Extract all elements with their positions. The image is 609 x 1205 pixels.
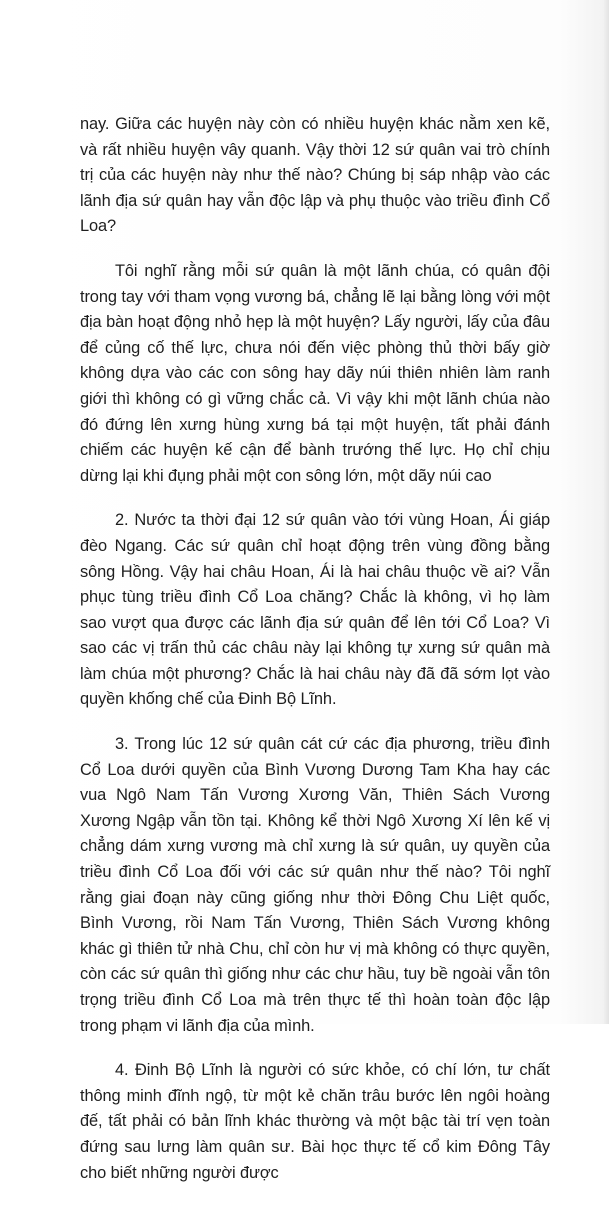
paragraph-point-4: 4. Đinh Bộ Lĩnh là người có sức khỏe, có chí lớn, tư chất thông minh đĩnh ngộ, từ một kẻ chăn trâu bước lên ngôi hoàng đế, tất phải có bản lĩnh khác thường và một bậc tài trí vẹn toàn đứng sau lưng làm quân sư. Bài học thực tế cổ kim Đông Tây cho biết những người được	[80, 1061, 550, 1182]
page-body	[80, 112, 550, 1205]
paragraph-point-3: 3. Trong lúc 12 sứ quân cát cứ các địa phương, triều đình Cổ Loa dưới quyền của Bình Vương Dương Tam Kha hay các vua Ngô Nam Tấn Vương Xương Văn, Thiên Sách Vương Xương Ngập vẫn tồn tại. Không kể thời Ngô Xương Xí lên kế vị chẳng dám xưng vương mà chỉ xưng là sứ quân, uy quyền của triều đình Cổ Loa đối với các sứ quân như thế nào? Tôi nghĩ rằng giai đoạn này cũng giống như thời Đông Chu Liệt quốc, Bình Vương, rồi Nam Tấn Vương, Thiên Sách Vương không khác gì thiên tử nhà Chu, chỉ còn hư vị mà không có thực quyền, còn các sứ quân thì giống như các chư hầu, tuy bề ngoài vẫn tôn trọng triều đình Cổ Loa mà trên thực tế thì hoàn toàn độc lập trong phạm vi lãnh địa của mình.	[80, 735, 550, 1035]
paragraph-intro: nay. Giữa các huyện này còn có nhiều huyện khác nằm xen kẽ, và rất nhiều huyện vây quanh. Vậy thời 12 sứ quân vai trò chính trị của các huyện này như thế nào? Chúng bị sáp nhập vào các lãnh địa sứ quân hay vẫn độc lập và phụ thuộc vào triều đình Cổ Loa?	[80, 115, 550, 236]
paragraph-point-2: 2. Nước ta thời đại 12 sứ quân vào tới vùng Hoan, Ái giáp đèo Ngang. Các sứ quân chỉ hoạt động trên vùng đồng bằng sông Hồng. Vậy hai châu Hoan, Ái là hai châu thuộc về ai? Vẫn phục tùng triều đình Cổ Loa chăng? Chắc là không, vì họ làm sao vượt qua được các lãnh địa sứ quân để lên tới Cổ Loa? Vì sao các vị trấn thủ các châu này lại không tự xưng sứ quân mà làm chúa một phương? Chắc là hai châu này đã đã sớm lọt vào quyền khống chế của Đinh Bộ Lĩnh.	[80, 511, 550, 709]
page-edge-shadow	[603, 0, 609, 1024]
paragraph-opinion: Tôi nghĩ rằng mỗi sứ quân là một lãnh chúa, có quân đội trong tay với tham vọng vương bá, chẳng lẽ lại bằng lòng với một địa bàn hoạt động nhỏ hẹp là một huyện? Lấy người, lấy của đâu để củng cố thế lực, chưa nói đến việc phòng thủ thời bấy giờ không dựa vào các con sông hay dãy núi thiên nhiên làm ranh giới thì không có gì vững chắc cả. Vì vậy khi một lãnh chúa nào đó đứng lên xưng hùng xưng bá tại một huyện, tất phải đánh chiếm các huyện kế cận để bành trướng thế lực. Họ chỉ chịu dừng lại khi đụng phải một con sông lớn, một dãy núi cao	[80, 261, 550, 485]
